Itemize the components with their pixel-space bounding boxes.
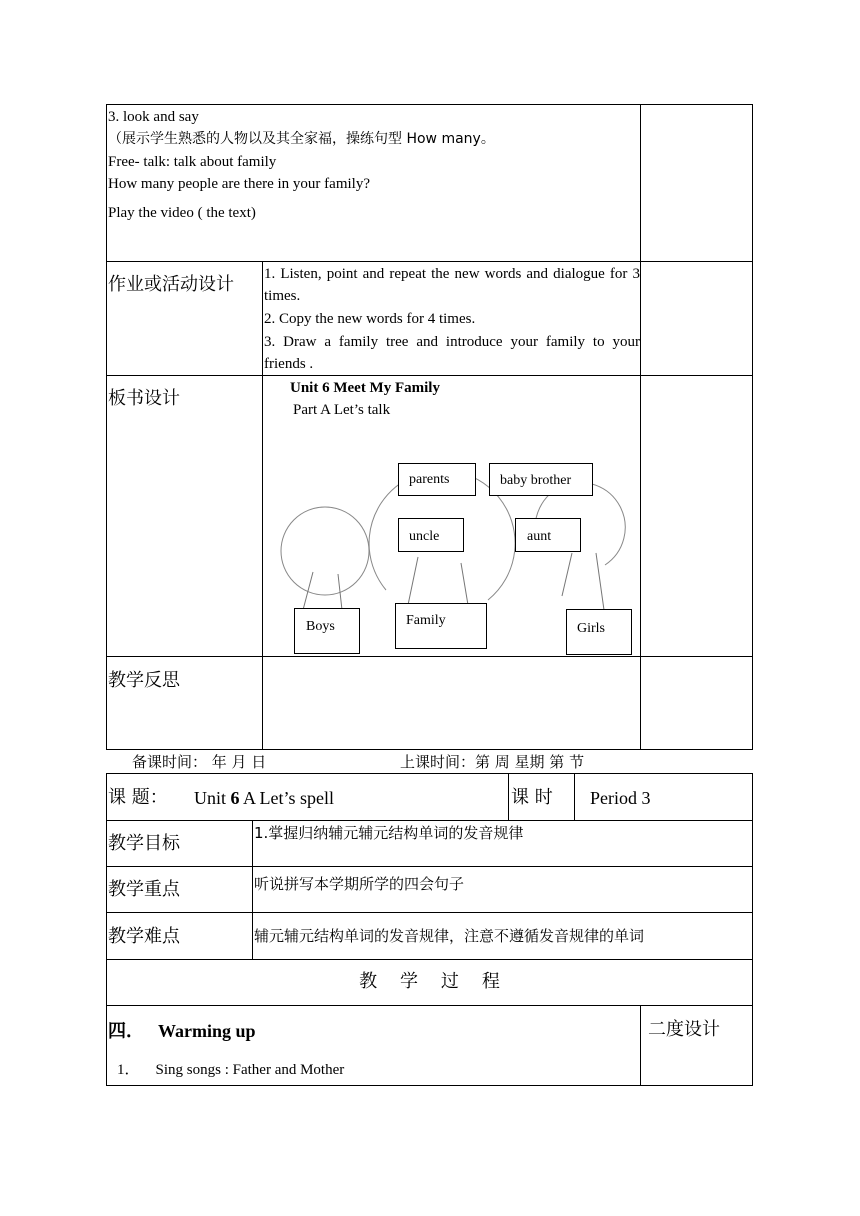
period-label: 课 时: [511, 787, 553, 808]
reflection-label: 教学反思: [108, 670, 180, 691]
word-box-aunt: [515, 518, 581, 552]
homework-item-3: 3. Draw a family tree and introduce your family to your friends .: [264, 334, 640, 372]
video-line: Play the video ( the text): [108, 205, 256, 221]
tree-trunk-boys: [303, 572, 342, 610]
topic-label: 课 题：: [108, 787, 168, 808]
focus-label: 教学重点: [108, 879, 180, 900]
question-line: How many people are there in your family?: [108, 176, 370, 192]
section-title: Warming up: [158, 1021, 256, 1041]
step-text: Sing songs : Father and Mother: [155, 1062, 345, 1078]
word-aunt: aunt: [527, 529, 552, 544]
board-title-rest: Meet My Family: [329, 380, 440, 396]
board-subtitle: Part A Let’s talk: [293, 402, 391, 418]
topic-value: [194, 786, 334, 810]
word-girls: Girls: [577, 621, 605, 636]
word-box-uncle: [398, 518, 464, 552]
word-box-baby-brother: [489, 463, 593, 496]
free-talk-line: Free- talk: talk about family: [108, 154, 277, 170]
second-design-label: 二度设计: [648, 1019, 720, 1040]
look-and-say-line: 3. look and say: [108, 109, 199, 125]
board-title-prefix: Unit: [290, 380, 323, 396]
word-box-boys: [294, 608, 360, 654]
word-family: Family: [406, 613, 446, 628]
word-parents: parents: [409, 472, 450, 487]
word-baby-brother: baby brother: [500, 473, 572, 488]
tree-crown-boys: [281, 507, 369, 595]
topic-num: 6: [230, 788, 240, 808]
step-number: 1．: [117, 1062, 140, 1078]
goal-value: 1.掌握归纳辅元辅元结构单词的发音规律: [254, 824, 524, 842]
section-heading: [108, 1019, 256, 1044]
word-uncle: uncle: [409, 529, 440, 544]
tree-trunk-girls: [562, 553, 604, 610]
step-1: [117, 1059, 344, 1081]
goal-label: 教学目标: [108, 833, 180, 854]
period-value: Period 3: [590, 788, 651, 808]
topic-prefix: Unit: [194, 788, 231, 808]
tree-trunk-family: [408, 557, 468, 605]
difficulty-label: 教学难点: [108, 926, 180, 947]
class-time: 上课时间：第 周 星期 第 节: [400, 753, 585, 771]
prep-time: 备课时间： 年 月 日: [132, 753, 267, 771]
focus-value: 听说拼写本学期所学的四会句子: [254, 875, 465, 893]
activity-note-line: （展示学生熟悉的人物以及其全家福，操练句型 How many。: [108, 131, 495, 147]
difficulty-value: 辅元辅元结构单词的发音规律，注意不遵循发音规律的单词: [254, 927, 645, 945]
homework-item-2: 2. Copy the new words for 4 times.: [264, 311, 476, 327]
word-box-girls: [566, 609, 632, 655]
section-prefix: 四．: [108, 1021, 144, 1042]
homework-label: 作业或活动设计: [108, 274, 234, 295]
process-header: 教 学 过 程: [359, 971, 500, 992]
word-box-family: [395, 603, 487, 649]
homework-item-1: 1. Listen, point and repeat the new words and dialogue for 3 times.: [264, 266, 640, 304]
board-title-num: 6: [322, 380, 330, 396]
word-box-parents: [398, 463, 476, 496]
board-label: 板书设计: [108, 388, 180, 409]
word-boys: Boys: [306, 619, 335, 634]
topic-rest: A Let’s spell: [239, 788, 335, 808]
